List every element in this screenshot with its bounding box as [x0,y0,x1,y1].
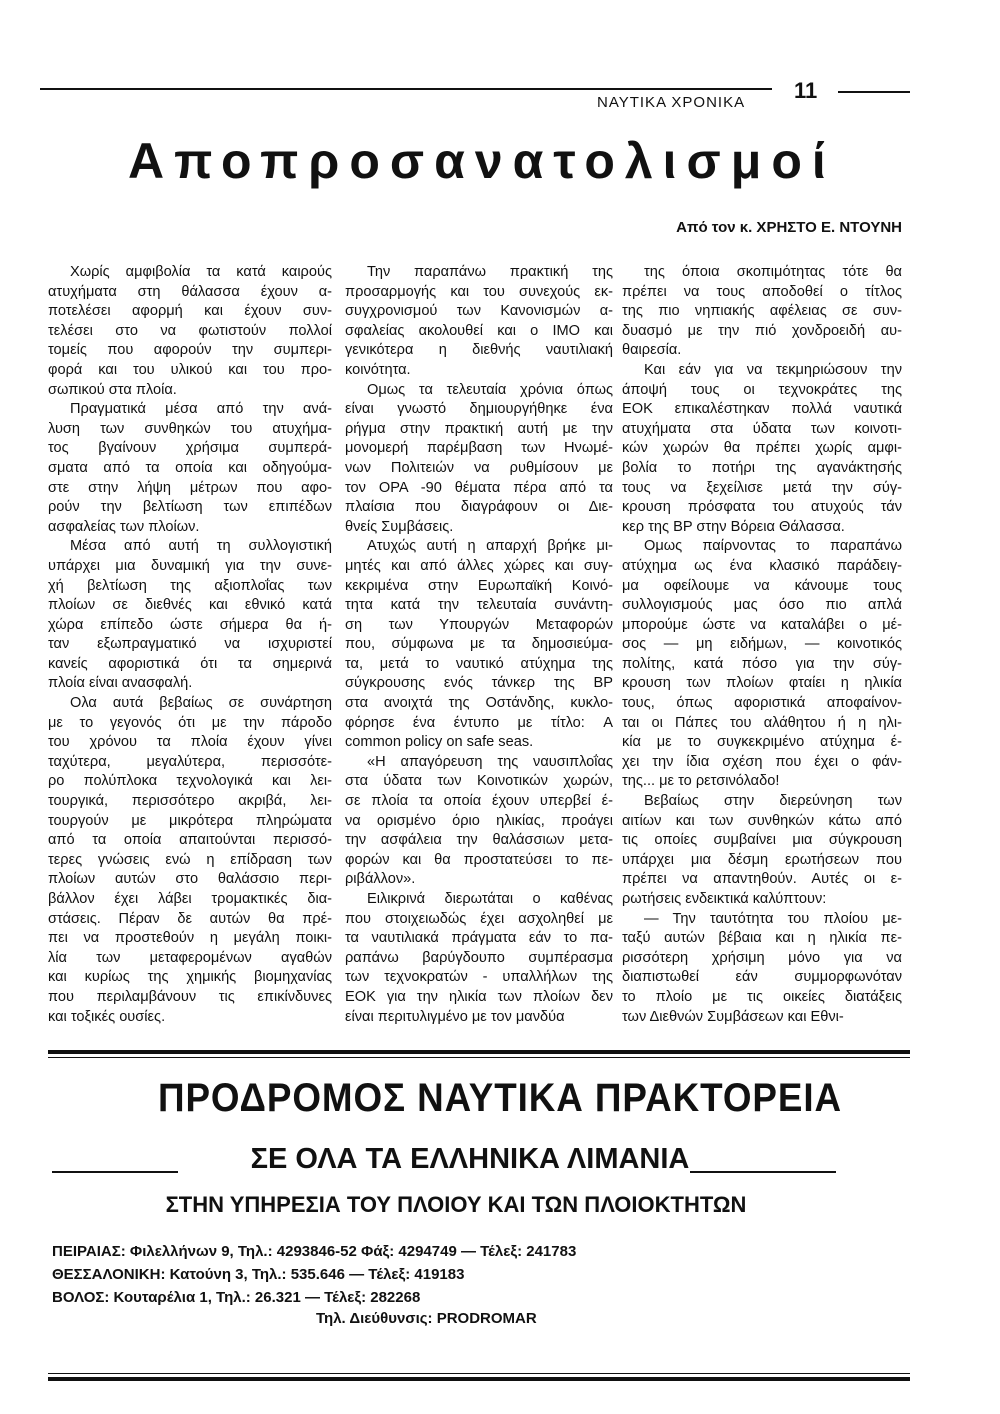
paragraph [345,537,613,753]
paragraph [345,381,613,538]
article-byline: Από τον κ. ΧΡΗΣΤΟ Ε. ΝΤΟΥΝΗ [676,219,902,236]
text-line: φορών και θα προστατεύσει το πε- [345,851,613,868]
text-line: των τεχνοκρατών - υπαλλήλων της [345,969,613,986]
text-line: προσαρμογής και του συνεχούς εκ- [345,283,613,300]
text-line: κεκριμένα στην Ευρωπαϊκή Κοινό- [345,577,613,594]
text-line: Πραγματικά μέσα από την ανά- [70,401,332,418]
text-line: φόρησε ένα έντυπο με τίτλο: A [345,714,613,731]
text-line: με το γεγονός ότι με την πάροδο [48,714,332,731]
text-line: τις οποίες συμβαίνει μια σύγκρουση [622,832,902,849]
text-line: κρουση πρόσφατα του ατυχούς τάν [622,499,902,516]
text-line: κρουση των πλοίων φταίει η ηλικία [622,675,902,692]
paragraph [345,890,613,1027]
text-line: και κυρίως της χημικής βιομηχανίας [48,969,332,986]
text-line: ριβάλλον». [345,871,416,888]
text-line: ση των Υπουργών Μεταφορών [345,616,613,633]
text-line: χώρα επίπεδο ώστε σήμερα θα ή- [48,616,332,633]
text-line: σος — μη ειδήμων, — κοινοτικός [622,636,902,653]
text-line: να ορισμένο όριο ηλικίας, προάγει [345,812,613,829]
text-line: της... με το ρετσινόλαδο! [622,773,780,790]
text-line: του χρόνου τα πλοία έχουν γίνει [48,734,332,751]
text-line: πλοίων σε διεθνές και εθνικό κατά [48,597,332,614]
text-line: κών χωρών θα πρέπει χωρίς αμφι- [622,440,902,457]
text-line: κερ της ΒΡ στην Βόρεια Θάλασσα. [622,518,845,535]
text-line: τος βγαίνουν χρήσιμα συμπερά- [48,440,332,457]
text-line: στάσεις. Πέραν δε αυτών θα πρέ- [48,910,332,927]
text-line: τουργικά, περισσότερο ακριβά, λει- [48,793,332,810]
text-line: ρούν την βελτίωση των επιπέδων [48,499,332,516]
text-line: συλλογισμούς μας όσο πιο απλά [622,597,902,614]
text-line: τα ναυτιλιακά πράγματα εάν το πα- [345,930,613,947]
article-column-3 [622,263,902,1027]
text-line: ταχύτερα, μεγαλύτερα, περισσότε- [48,753,332,770]
ad-telegraphic-address: Τηλ. Διεύθυνσις: PRODROMAR [316,1310,537,1327]
text-line: μονομερή παρέμβαση των Ηνωμέ- [345,440,613,457]
text-line: Την παραπάνω πρακτική της [367,264,613,280]
text-line: Ειλικρινά διερωτάται ο καθένας [367,891,613,907]
article-column-1 [48,263,332,1027]
text-line: Και εάν για να τεκμηριώσουν την [644,361,902,378]
text-line: — Την ταυτότητα του πλοίου με- [644,910,902,927]
text-line: πρέπει να τους αποδοθεί ο τίτλος [622,283,902,300]
text-line: λία των μεταφερομένων αγαθών [48,949,332,966]
text-line: τους να ξεχείλισε μετά την σύγ- [622,479,902,496]
text-line: μητές και από άλλες χώρες και συγ- [345,557,613,574]
text-line: της όποια σκοπιμότητας τότε θα [644,264,902,280]
ad-tagline: ΣΕ ΟΛΑ ΤΑ ΕΛΛΗΝΙΚΑ ΛΙΜΑΝΙΑ [250,1143,690,1175]
text-line: ρήγμα στην πρακτική αυτή με την [345,420,613,437]
text-line: ταξύ αυτών βέβαια και η ηλικία πε- [622,930,902,947]
text-line: ΕΟΚ επικαλέστηκαν πολλά ναυτικά [622,401,902,418]
text-line: τα, μετά το ναυτικό ατύχημα της [345,655,613,672]
text-line: που, σύμφωνα με τα δημοσιεύμα- [345,636,613,653]
paragraph [345,753,613,890]
text-line: τουργούν με μικρότερα πληρώματα [48,812,332,829]
text-line: πλοίων αυτών στο θαλάσσιο περι- [48,871,332,888]
text-line: κοινότητα. [345,361,411,378]
text-line: ται οι Πάπες του αλάθητου ή η ηλι- [622,714,902,731]
text-line: των Διεθνών Συμβάσεων και Εθνι- [622,1008,844,1025]
text-line: μα οφείλουμε να κάνουμε τους [622,577,902,594]
text-line: ποτελέσει αφορμή και έχουν συν- [48,303,332,320]
paragraph [48,537,332,694]
text-line: βάλλον έχει λάβει τρομακτικές δια- [48,891,332,907]
text-line: πλαίσια που διαγράφουν οι Διε- [345,499,613,516]
text-line: ατυχήματα στα ύδατα των κοινοτι- [622,420,902,437]
text-line: «Η απαγόρευση της ναυσιπλοΐας [367,753,613,770]
text-line: Μέσα από αυτή τη συλλογιστική [70,538,332,555]
text-line: τους, όπως αφοριστικά αποφαίνον- [622,695,902,712]
text-line: Ομως τα τελευταία χρόνια όπως [367,381,613,398]
text-line: ταν εξωπραγματικό να ισχυριστεί [48,636,332,653]
text-line: ρισσότερη χρήσιμη μόνο για να [622,949,902,966]
text-line: μπορούμε ώστε να καταλάβει ο μέ- [622,616,902,633]
paragraph [622,792,902,910]
text-line: Ατυχώς αυτή η απαρχή βρήκε μι- [367,538,613,555]
ad-bottom-rule-thick [48,1377,910,1381]
text-line: στε στην λήψη μέτρων που αφο- [48,479,332,496]
text-line: άποψή τους οι τεχνοκράτες της [622,381,902,398]
text-line: ασφαλείας των πλοίων. [48,518,200,535]
paragraph [48,694,332,1027]
text-line: υπάρχει μια δέσμη ερωτήσεων που [622,851,902,868]
text-line: αιτίων και των συνθηκών κάτω από [622,812,902,829]
text-line: τητα κατά την τελευταία συνάντη- [345,597,613,614]
text-line: Ομως παίρνοντας το παραπάνω [644,538,902,555]
paragraph [48,400,332,537]
article-column-2 [345,263,613,1027]
text-line: είναι γνωστό δημιουργήθηκε ένα [345,401,613,418]
text-line: χει την ίδια σχέση που έχει ο φάν- [622,753,902,770]
text-line: στα ύδατα των Κοινοτικών χωρών, [345,773,613,790]
text-line: είναι περιτυλιγμένο με τον μανδύα [345,1008,565,1025]
ad-contact-volos: ΒΟΛΟΣ: Κουταρέλια 1, Τηλ.: 26.321 — Τέλεξ: 282268 [52,1289,421,1306]
text-line: και τοξικές ουσίες. [48,1008,166,1025]
text-line: τομείς που αφορούν την συμπερι- [48,342,332,359]
text-line: θαιρεσία. [622,342,682,359]
text-line: στα ανοιχτά της Οστάνδης, κυκλο- [345,695,613,712]
paragraph [345,263,613,381]
text-line: ατύχημα ως ένα κλασικό παράδειγ- [622,557,902,574]
text-line: Ολα αυτά βεβαίως σε συνάρτηση [70,695,332,712]
text-line: πρέπει να απαντηθούν. Αυτές οι ε- [622,871,902,888]
text-line: σφαλείας ακολουθεί και ο ΙΜΟ και [345,322,613,339]
article-title: Αποπροσανατολισμοί [128,133,836,189]
paragraph [622,537,902,792]
text-line: φορά και του υλικού και του προ- [48,361,332,378]
text-line: ρωτήσεις ενδεικτικά καλύπτουν: [622,891,827,907]
text-line: πλοία είναι ανασφαλή. [48,675,193,692]
paragraph [622,263,902,361]
text-line: ατυχήματα στη θάλασσα έχουν α- [48,283,332,300]
text-line: σματα από τα οποία και οδηγούμα- [48,459,332,476]
ad-contact-piraeus: ΠΕΙΡΑΙΑΣ: Φιλελλήνων 9, Τηλ.: 4293846-52 Φάξ: 4294749 — Τέλεξ: 241783 [52,1243,577,1260]
text-line: τελέσει στο να φωτιστούν πολλοί [48,322,332,339]
text-line: πολίτης, κατά πόσο για την σύγ- [622,655,902,672]
ad-contact-thessaloniki: ΘΕΣΣΑΛΟΝΙΚΗ: Κατούνη 3, Τηλ.: 535.646 — Τέλεξ: 419183 [52,1266,465,1283]
ad-top-rule-thin [48,1057,910,1058]
header-rule-right [838,91,910,93]
text-line: την ασφάλεια την θαλάσσιων μετα- [345,832,613,849]
text-line: common policy on safe seas. [345,734,534,751]
publication-name: ΝΑΥΤΙΚΑ ΧΡΟΝΙΚΑ [597,94,746,111]
text-line: δυασμό με την πιό χονδροειδή αυ- [622,322,902,339]
text-line: κανείς αφοριστικά ότι τα σημερινά [48,655,332,672]
paragraph [622,910,902,1028]
text-line: γενικότερα η διεθνής ναυτιλιακή [345,342,613,359]
text-line: από τα οποία απαιτούνται περισσό- [48,832,332,849]
text-line: τερες γνώσεις ενώ η επίδραση των [48,851,332,868]
text-line: υπάρχει μια δυναμική για την συνε- [48,557,332,574]
text-line: που στοιχειωδώς έχει ασχοληθεί με [345,910,613,927]
text-line: σε πλοία τα οποία έχουν υπερβεί έ- [345,793,613,810]
text-line: νων Πολιτειών να ρυθμίσουν με [345,459,613,476]
text-line: ρο πολύπλοκα τεχνολογικά και λει- [48,773,332,790]
text-line: Χωρίς αμφιβολία τα κατά καιρούς [70,264,332,280]
text-line: πει να προστεθούν η μεγάλη ποικι- [48,930,332,947]
text-line: θνείς Συμβάσεις. [345,518,454,535]
text-line: διαπιστωθεί εάν συμμορφωνόταν [622,969,902,986]
text-line: της πιο νηπιακής αφέλειας σε συν- [622,303,902,320]
text-line: ραπάνω βαρύγδουπο συμπέρασμα [345,949,613,966]
text-line: κία με το συγκεκριμένο ατύχημα έ- [622,734,902,751]
text-line: Βεβαίως στην διερεύνηση των [644,793,902,810]
ad-top-rule-thick [48,1050,910,1054]
text-line: το πλοίο με τις οικείες διατάξεις [622,988,902,1005]
ad-bottom-rule-thin [48,1373,910,1374]
text-line: τον ΟΡΑ -90 θέματα πέρα από τα [345,479,613,496]
paragraph [622,361,902,537]
header-rule-left [40,88,772,90]
page-number: 11 [794,78,818,103]
text-line: συγχρονισμού των Κανονισμών α- [345,303,613,320]
text-line: σωπικού στα πλοία. [48,381,177,398]
ad-tagline-line-right [690,1171,836,1173]
text-line: λυση των συνθηκών του ατυχήμα- [48,420,332,437]
text-line: ΕΟΚ για την ηλικία των πλοίων δεν [345,988,613,1005]
text-line: που περιλαμβάνουν τις επικίνδυνες [48,988,332,1005]
text-line: χή βελτίωση της αξιοπλοΐας των [48,577,332,594]
text-line: βολία το ποτήρι της αγανάκτησής [622,459,902,476]
ad-company-name: ΠΡΟΔΡΟΜΟΣ ΝΑΥΤΙΚΑ ΠΡΑΚΤΟΡΕΙΑ [157,1076,843,1120]
ad-service-line: ΣΤΗΝ ΥΠΗΡΕΣΙΑ ΤΟΥ ΠΛΟΙΟΥ ΚΑΙ ΤΩΝ ΠΛΟΙΟΚΤΗΤΩΝ [165,1192,747,1217]
text-line: σύγκρουσης ενός τάνκερ της ΒΡ [345,675,613,692]
paragraph [48,263,332,400]
